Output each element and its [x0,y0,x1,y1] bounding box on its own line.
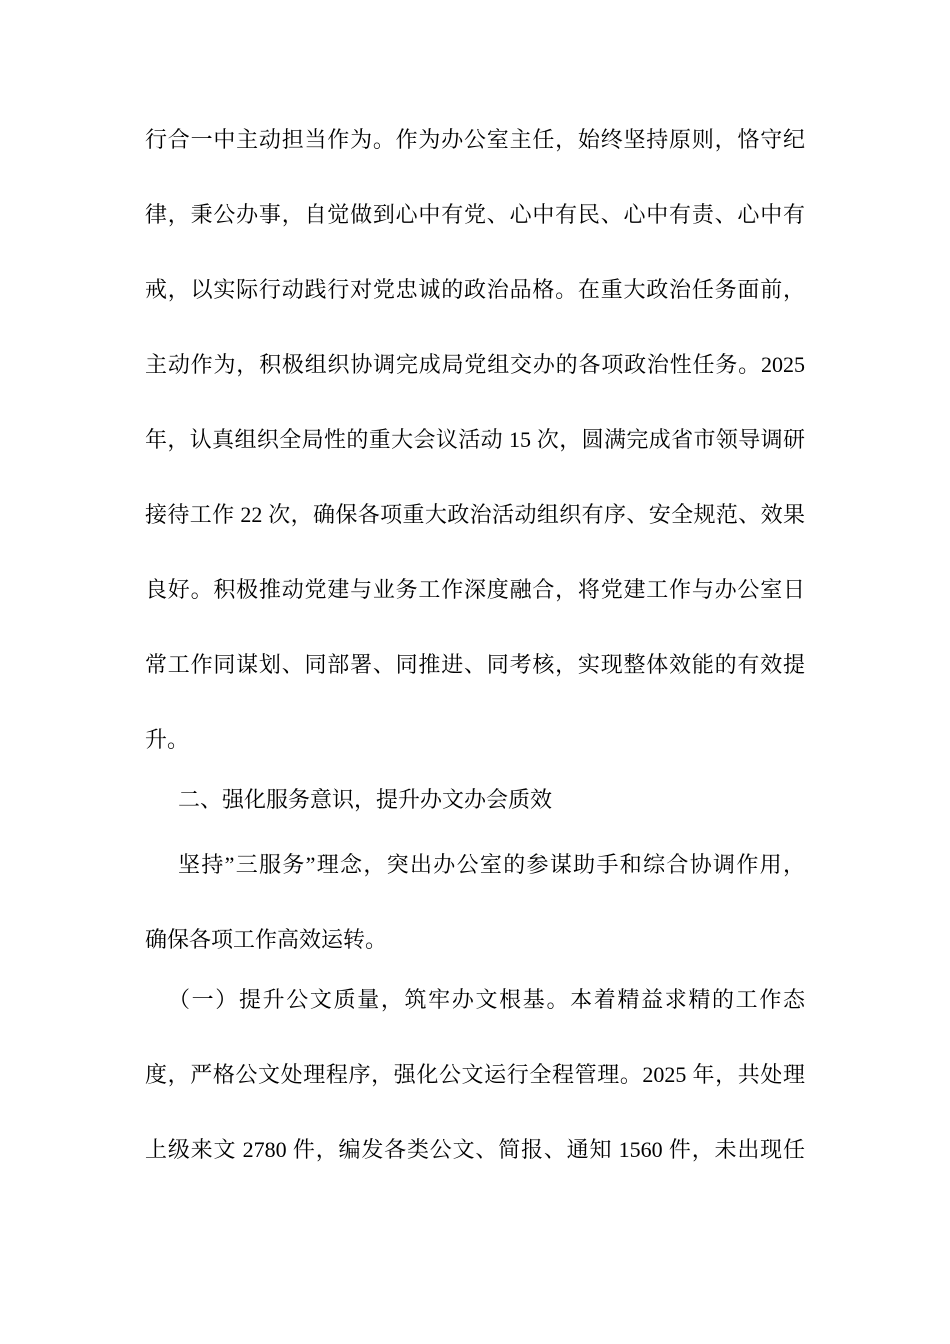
paragraph-line: 确保各项工作高效运转。 [145,927,388,952]
subsection-line: （一）提升公文质量，筑牢办文根基。本着精益求精的工作态 [168,987,805,1012]
paragraph-line: 主动作为，积极组织协调完成局党组交办的各项政治性任务。2025 [145,352,805,377]
paragraph-line: 戒，以实际行动践行对党忠诚的政治品格。在重大政治任务面前， [145,277,805,302]
paragraph-line: 接待工作 22 次，确保各项重大政治活动组织有序、安全规范、效果 [145,502,805,527]
paragraph-line: 良好。积极推动党建与业务工作深度融合，将党建工作与办公室日 [145,577,805,602]
paragraph-line: 行合一中主动担当作为。作为办公室主任，始终坚持原则，恪守纪 [145,127,805,152]
paragraph-line: 度，严格公文处理程序，强化公文运行全程管理。2025 年，共处理 [145,1062,805,1087]
paragraph-line: 坚持”三服务”理念，突出办公室的参谋助手和综合协调作用， [178,852,806,877]
paragraph-line: 常工作同谋划、同部署、同推进、同考核，实现整体效能的有效提 [145,652,805,677]
section-heading: 二、强化服务意识，提升办文办会质效 [178,787,553,812]
paragraph-line: 律，秉公办事，自觉做到心中有党、心中有民、心中有责、心中有 [145,202,805,227]
paragraph-line: 年，认真组织全局性的重大会议活动 15 次，圆满完成省市领导调研 [145,427,805,452]
paragraph-line: 升。 [145,727,190,752]
paragraph-line: 上级来文 2780 件，编发各类公文、简报、通知 1560 件，未出现任 [145,1137,805,1162]
